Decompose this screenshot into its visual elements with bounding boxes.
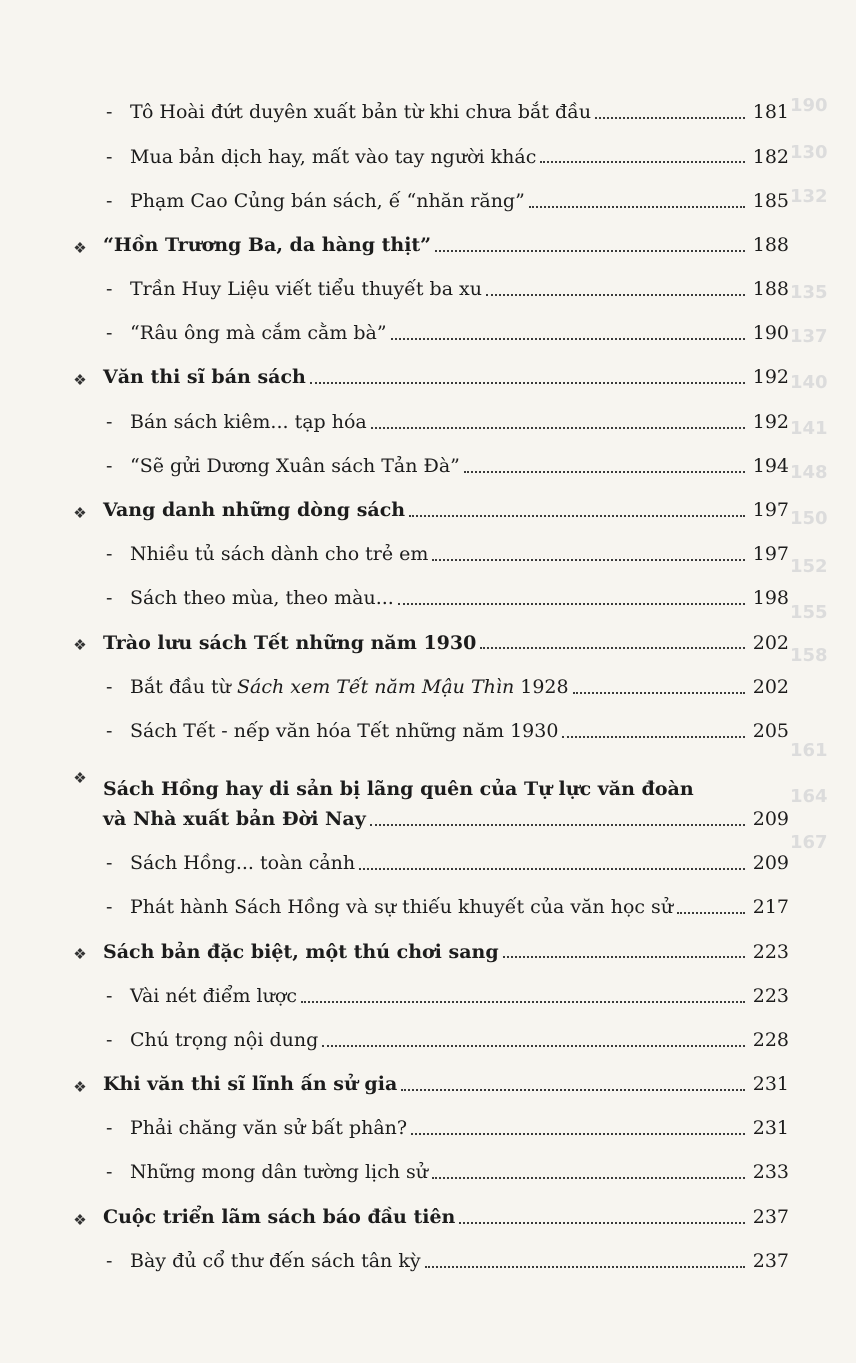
toc-chapter-title: Sách bản đặc biệt, một thú chơi sang [103,940,499,963]
toc-chapter-title-line1: Sách Hồng hay di sản bị lãng quên của Tự lực văn đoàn [103,778,694,801]
bleed-through-number: 132 [790,186,828,207]
toc-chapter [0,610,856,654]
toc-entry-title: “Râu ông mà cắm cằm bà” [130,322,387,345]
diamond-bullet-icon: ❖ [73,238,87,257]
toc-entry-page: 188 [752,278,789,301]
toc-entry [0,875,856,919]
toc-entry-title [130,677,569,699]
toc-chapter-page: 192 [752,366,789,389]
bleed-through-number: 140 [790,372,828,393]
toc-entry [0,80,856,124]
toc-entry-title: Phát hành Sách Hồng và sự thiếu khuyết của văn học sử [130,896,674,919]
dot-leader [425,1266,745,1268]
toc-entry-title: “Sẽ gửi Dương Xuân sách Tản Đà” [130,454,460,477]
bleed-through-number: 155 [790,602,828,623]
toc-chapter [0,743,856,831]
dot-leader [301,1001,745,1003]
toc-entry-title: Tô Hoài đứt duyên xuất bản từ khi chưa bắt đầu [130,101,592,124]
toc-entry-page: 205 [752,719,789,742]
dot-leader [573,692,745,694]
toc-entry [0,1229,856,1273]
toc-chapter-title: Vang danh những dòng sách [103,499,406,522]
toc-entry-page: 198 [752,587,789,610]
toc-entry-page: 185 [752,189,789,212]
toc-entry [0,699,856,743]
dash-marker: - [106,1117,113,1140]
toc-entry-page: 237 [752,1249,789,1272]
dash-marker: - [106,322,113,345]
bleed-through-number: 190 [790,95,828,116]
toc-chapter [0,919,856,963]
toc-entry-page: 217 [752,896,789,919]
dash-marker: - [106,1249,113,1272]
toc-chapter [0,1052,856,1096]
toc-entry-title: Bày đủ cổ thư đến sách tân kỳ [130,1249,421,1272]
toc-entry-title: Sách theo mùa, theo màu... [130,587,394,610]
dot-leader [371,427,745,429]
toc-entry-title: Bán sách kiêm... tạp hóa [130,410,367,433]
toc-entry-title: Sách Tết - nếp văn hóa Tết những năm 1930 [130,719,559,742]
table-of-contents [0,80,856,1273]
toc-chapter-title-line2: và Nhà xuất bản Đời Nay [103,807,366,830]
toc-entry-page: 228 [752,1028,789,1051]
toc-entry [0,654,856,698]
dot-leader [486,294,745,296]
toc-entry-page: 197 [752,543,789,566]
dot-leader [595,117,745,119]
dash-marker: - [106,587,113,610]
toc-chapter [0,213,856,257]
toc-chapter-page: 197 [752,499,789,522]
toc-entry-title: Sách Hồng... toàn cảnh [130,852,356,875]
dot-leader [464,471,745,473]
toc-entry-title: Những mong dân tường lịch sử [130,1161,429,1184]
bleed-through-number: 164 [790,786,828,807]
dot-leader [401,1089,745,1091]
bleed-through-number: 148 [790,462,828,483]
dash-marker: - [106,543,113,566]
toc-entry [0,566,856,610]
toc-entry [0,963,856,1007]
toc-entry [0,124,856,168]
dash-marker: - [106,278,113,301]
toc-entry [0,434,856,478]
toc-chapter-title: Cuộc triển lãm sách báo đầu tiên [103,1205,456,1228]
toc-chapter-title: Trào lưu sách Tết những năm 1930 [103,631,477,654]
toc-entry [0,831,856,875]
toc-chapter [0,1184,856,1228]
bleed-through-number: 141 [790,418,828,439]
diamond-bullet-icon: ❖ [73,768,87,787]
toc-chapter-page: 202 [752,631,789,654]
toc-chapter [0,478,856,522]
title-suffix: 1928 [514,675,569,698]
title-italic: Sách xem Tết năm Mậu Thìn [236,675,515,698]
toc-chapter-page: 188 [752,233,789,256]
diamond-bullet-icon: ❖ [73,636,87,655]
toc-entry [0,522,856,566]
toc-entry-title: Chú trọng nội dung [130,1028,319,1051]
toc-entry-page: 192 [752,410,789,433]
toc-chapter-title: Văn thi sĩ bán sách [103,366,306,389]
diamond-bullet-icon: ❖ [73,1077,87,1096]
dash-marker: - [106,101,113,124]
dot-leader [411,1133,745,1135]
toc-chapter-page: 231 [752,1073,789,1096]
diamond-bullet-icon: ❖ [73,1210,87,1229]
toc-chapter-page: 223 [752,940,789,963]
toc-entry [0,1008,856,1052]
toc-entry [0,301,856,345]
dot-leader [391,338,745,340]
toc-entry-page: 233 [752,1161,789,1184]
dot-leader [310,382,745,384]
dash-marker: - [106,189,113,212]
dot-leader [562,736,745,738]
toc-entry-page: 223 [752,984,789,1007]
toc-entry-title: Nhiều tủ sách dành cho trẻ em [130,543,429,566]
toc-entry [0,257,856,301]
dot-leader [409,515,745,517]
toc-entry [0,168,856,212]
bleed-through-number: 137 [790,326,828,347]
toc-entry-page: 194 [752,454,789,477]
toc-chapter-title: “Hồn Trương Ba, da hàng thịt” [103,233,432,256]
toc-entry-page: 181 [752,101,789,124]
toc-entry-page: 202 [752,675,789,698]
dash-marker: - [106,410,113,433]
bleed-through-number: 150 [790,508,828,529]
bleed-through-number: 161 [790,740,828,761]
toc-entry [0,389,856,433]
dash-marker: - [106,675,113,698]
toc-chapter-page: 237 [752,1205,789,1228]
dot-leader [432,1177,745,1179]
dash-marker: - [106,719,113,742]
dash-marker: - [106,1161,113,1184]
dash-marker: - [106,984,113,1007]
dash-marker: - [106,145,113,168]
dot-leader [370,824,745,826]
diamond-bullet-icon: ❖ [73,503,87,522]
toc-entry-page: 231 [752,1117,789,1140]
toc-entry-page: 182 [752,145,789,168]
dot-leader [480,647,745,649]
toc-entry-page: 209 [752,852,789,875]
toc-chapter-title: Khi văn thi sĩ lĩnh ấn sử gia [103,1073,398,1096]
toc-chapter-page: 209 [752,807,789,830]
dot-leader [529,206,745,208]
bleed-through-number: 167 [790,832,828,853]
dot-leader [432,559,745,561]
dot-leader [503,956,745,958]
bleed-through-number: 130 [790,142,828,163]
toc-entry-title: Phạm Cao Củng bán sách, ế “nhăn răng” [130,189,525,212]
dot-leader [435,250,745,252]
bleed-through-number: 135 [790,282,828,303]
dash-marker: - [106,454,113,477]
dot-leader [677,912,745,914]
title-prefix: Bắt đầu từ [130,675,237,698]
bleed-through-number: 152 [790,556,828,577]
toc-entry [0,1140,856,1184]
dot-leader [398,603,745,605]
dot-leader [359,868,745,870]
dot-leader [322,1045,745,1047]
toc-entry [0,1096,856,1140]
dash-marker: - [106,1028,113,1051]
dash-marker: - [106,852,113,875]
toc-entry-page: 190 [752,322,789,345]
diamond-bullet-icon: ❖ [73,945,87,964]
dot-leader [459,1222,745,1224]
bleed-through-number: 158 [790,645,828,666]
toc-entry-title: Mua bản dịch hay, mất vào tay người khác [130,145,537,168]
toc-entry-title: Phải chăng văn sử bất phân? [130,1117,408,1140]
diamond-bullet-icon: ❖ [73,371,87,390]
dot-leader [540,161,745,163]
toc-entry-title: Trần Huy Liệu viết tiểu thuyết ba xu [130,278,483,301]
toc-entry-title: Vài nét điểm lược [130,984,297,1007]
dash-marker: - [106,896,113,919]
toc-chapter [0,345,856,389]
